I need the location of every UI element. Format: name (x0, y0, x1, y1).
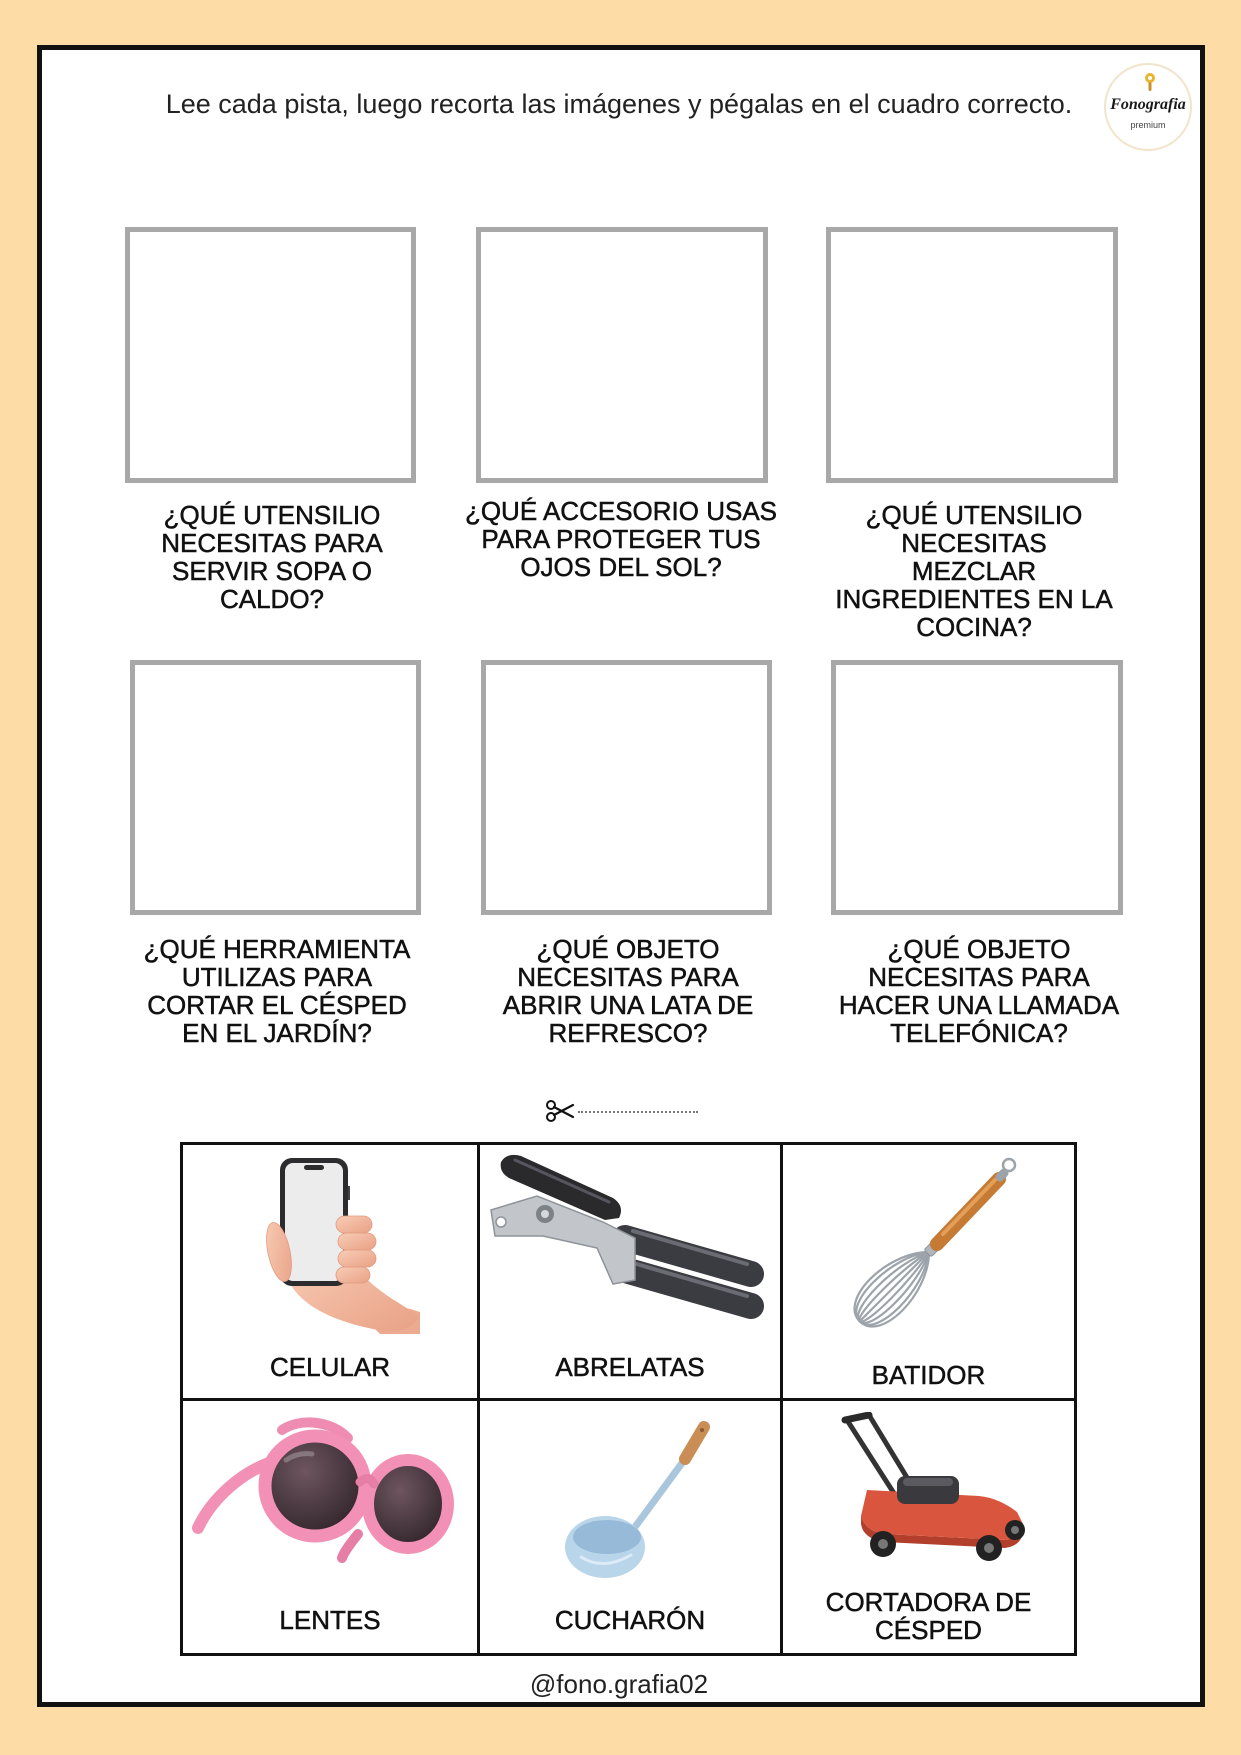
cutout-label (183, 1606, 477, 1634)
sunglasses-icon (190, 1412, 459, 1564)
scissors-icon (545, 1098, 575, 1124)
question-line: TELEFÓNICA? (890, 1018, 1068, 1048)
footer-handle: @fono.grafia02 (529, 1669, 709, 1699)
question-line: EN EL JARDÍN? (182, 1018, 372, 1048)
question-line: NECESITAS (901, 528, 1047, 558)
cutout-label-line: CORTADORA DE (825, 1587, 1032, 1617)
question-line: COCINA? (916, 612, 1032, 642)
question-3-caption (809, 501, 1139, 641)
paste-box-3 (826, 227, 1118, 483)
cutout-label (480, 1606, 780, 1634)
question-line: ¿QUÉ UTENSILIO (865, 500, 1083, 530)
question-1-caption (107, 501, 437, 613)
question-line: ABRIR UNA LATA DE (502, 990, 754, 1020)
paste-box-4 (130, 660, 421, 915)
cutout-label-line: CÉSPED (875, 1615, 982, 1645)
question-line: ¿QUÉ OBJETO (536, 934, 720, 964)
instruction-text (119, 87, 1119, 121)
paste-box-5 (481, 660, 772, 915)
question-line: NECESITAS PARA (868, 962, 1090, 992)
cutout-label (480, 1353, 780, 1381)
ladle-icon (563, 1419, 711, 1582)
question-2-caption (456, 497, 786, 581)
question-line: NECESITAS PARA (161, 528, 383, 558)
cutout-label-line: CELULAR (270, 1352, 390, 1382)
logo-name: Fonografia (1110, 96, 1186, 113)
lawn-mower-icon (839, 1412, 1026, 1562)
question-line: REFRESCO? (548, 1018, 708, 1048)
can-opener-icon (485, 1152, 769, 1326)
paste-box-6 (831, 660, 1123, 915)
instruction-label: Lee cada pista, luego recorta las imágenes y pégalas en el cuadro correcto. (165, 89, 1073, 119)
question-line: OJOS DEL SOL? (520, 552, 722, 582)
question-line: ¿QUÉ ACCESORIO USAS (464, 496, 778, 526)
question-line: ¿QUÉ OBJETO (887, 934, 1071, 964)
cutout-label-line: CUCHARÓN (554, 1605, 706, 1635)
question-4-caption (112, 935, 442, 1047)
cutout-label-line: ABRELATAS (555, 1352, 705, 1382)
phone-in-hand-icon (266, 1156, 420, 1334)
question-line: ¿QUÉ HERRAMIENTA (143, 934, 411, 964)
cutout-label (783, 1361, 1074, 1389)
paste-box-1 (125, 227, 416, 483)
question-line: INGREDIENTES EN LA (835, 584, 1113, 614)
logo-emblem-icon (1143, 71, 1157, 93)
cutout-label-line: BATIDOR (871, 1360, 986, 1390)
cutout-label-line: LENTES (279, 1605, 381, 1635)
logo-tagline: premium (1130, 120, 1166, 130)
question-line: ¿QUÉ UTENSILIO (163, 500, 381, 530)
cutout-cell-celular (183, 1145, 477, 1398)
question-line: CORTAR EL CÉSPED (147, 990, 407, 1020)
cutout-cell-cucharon (480, 1401, 780, 1653)
cutout-cell-cortadora (783, 1401, 1074, 1653)
question-line: CALDO? (219, 584, 325, 614)
question-line: HACER UNA LLAMADA (838, 990, 1120, 1020)
cutout-cell-lentes (183, 1401, 477, 1653)
cutout-cell-batidor (783, 1145, 1074, 1398)
question-line: UTILIZAS PARA (181, 962, 373, 992)
question-5-caption (463, 935, 793, 1047)
cutout-label (783, 1588, 1074, 1644)
cutout-label (183, 1353, 477, 1381)
whisk-icon (847, 1156, 1019, 1334)
question-line: PARA PROTEGER TUS (481, 524, 761, 554)
question-line: SERVIR SOPA O (172, 556, 372, 586)
paste-box-2 (476, 227, 768, 483)
question-line: NECESITAS PARA (517, 962, 739, 992)
dotted-cut-line (578, 1111, 698, 1113)
cutout-cell-abrelatas (480, 1145, 780, 1398)
question-6-caption (814, 935, 1144, 1047)
brand-logo (1104, 63, 1192, 151)
question-line: MEZCLAR (911, 556, 1037, 586)
